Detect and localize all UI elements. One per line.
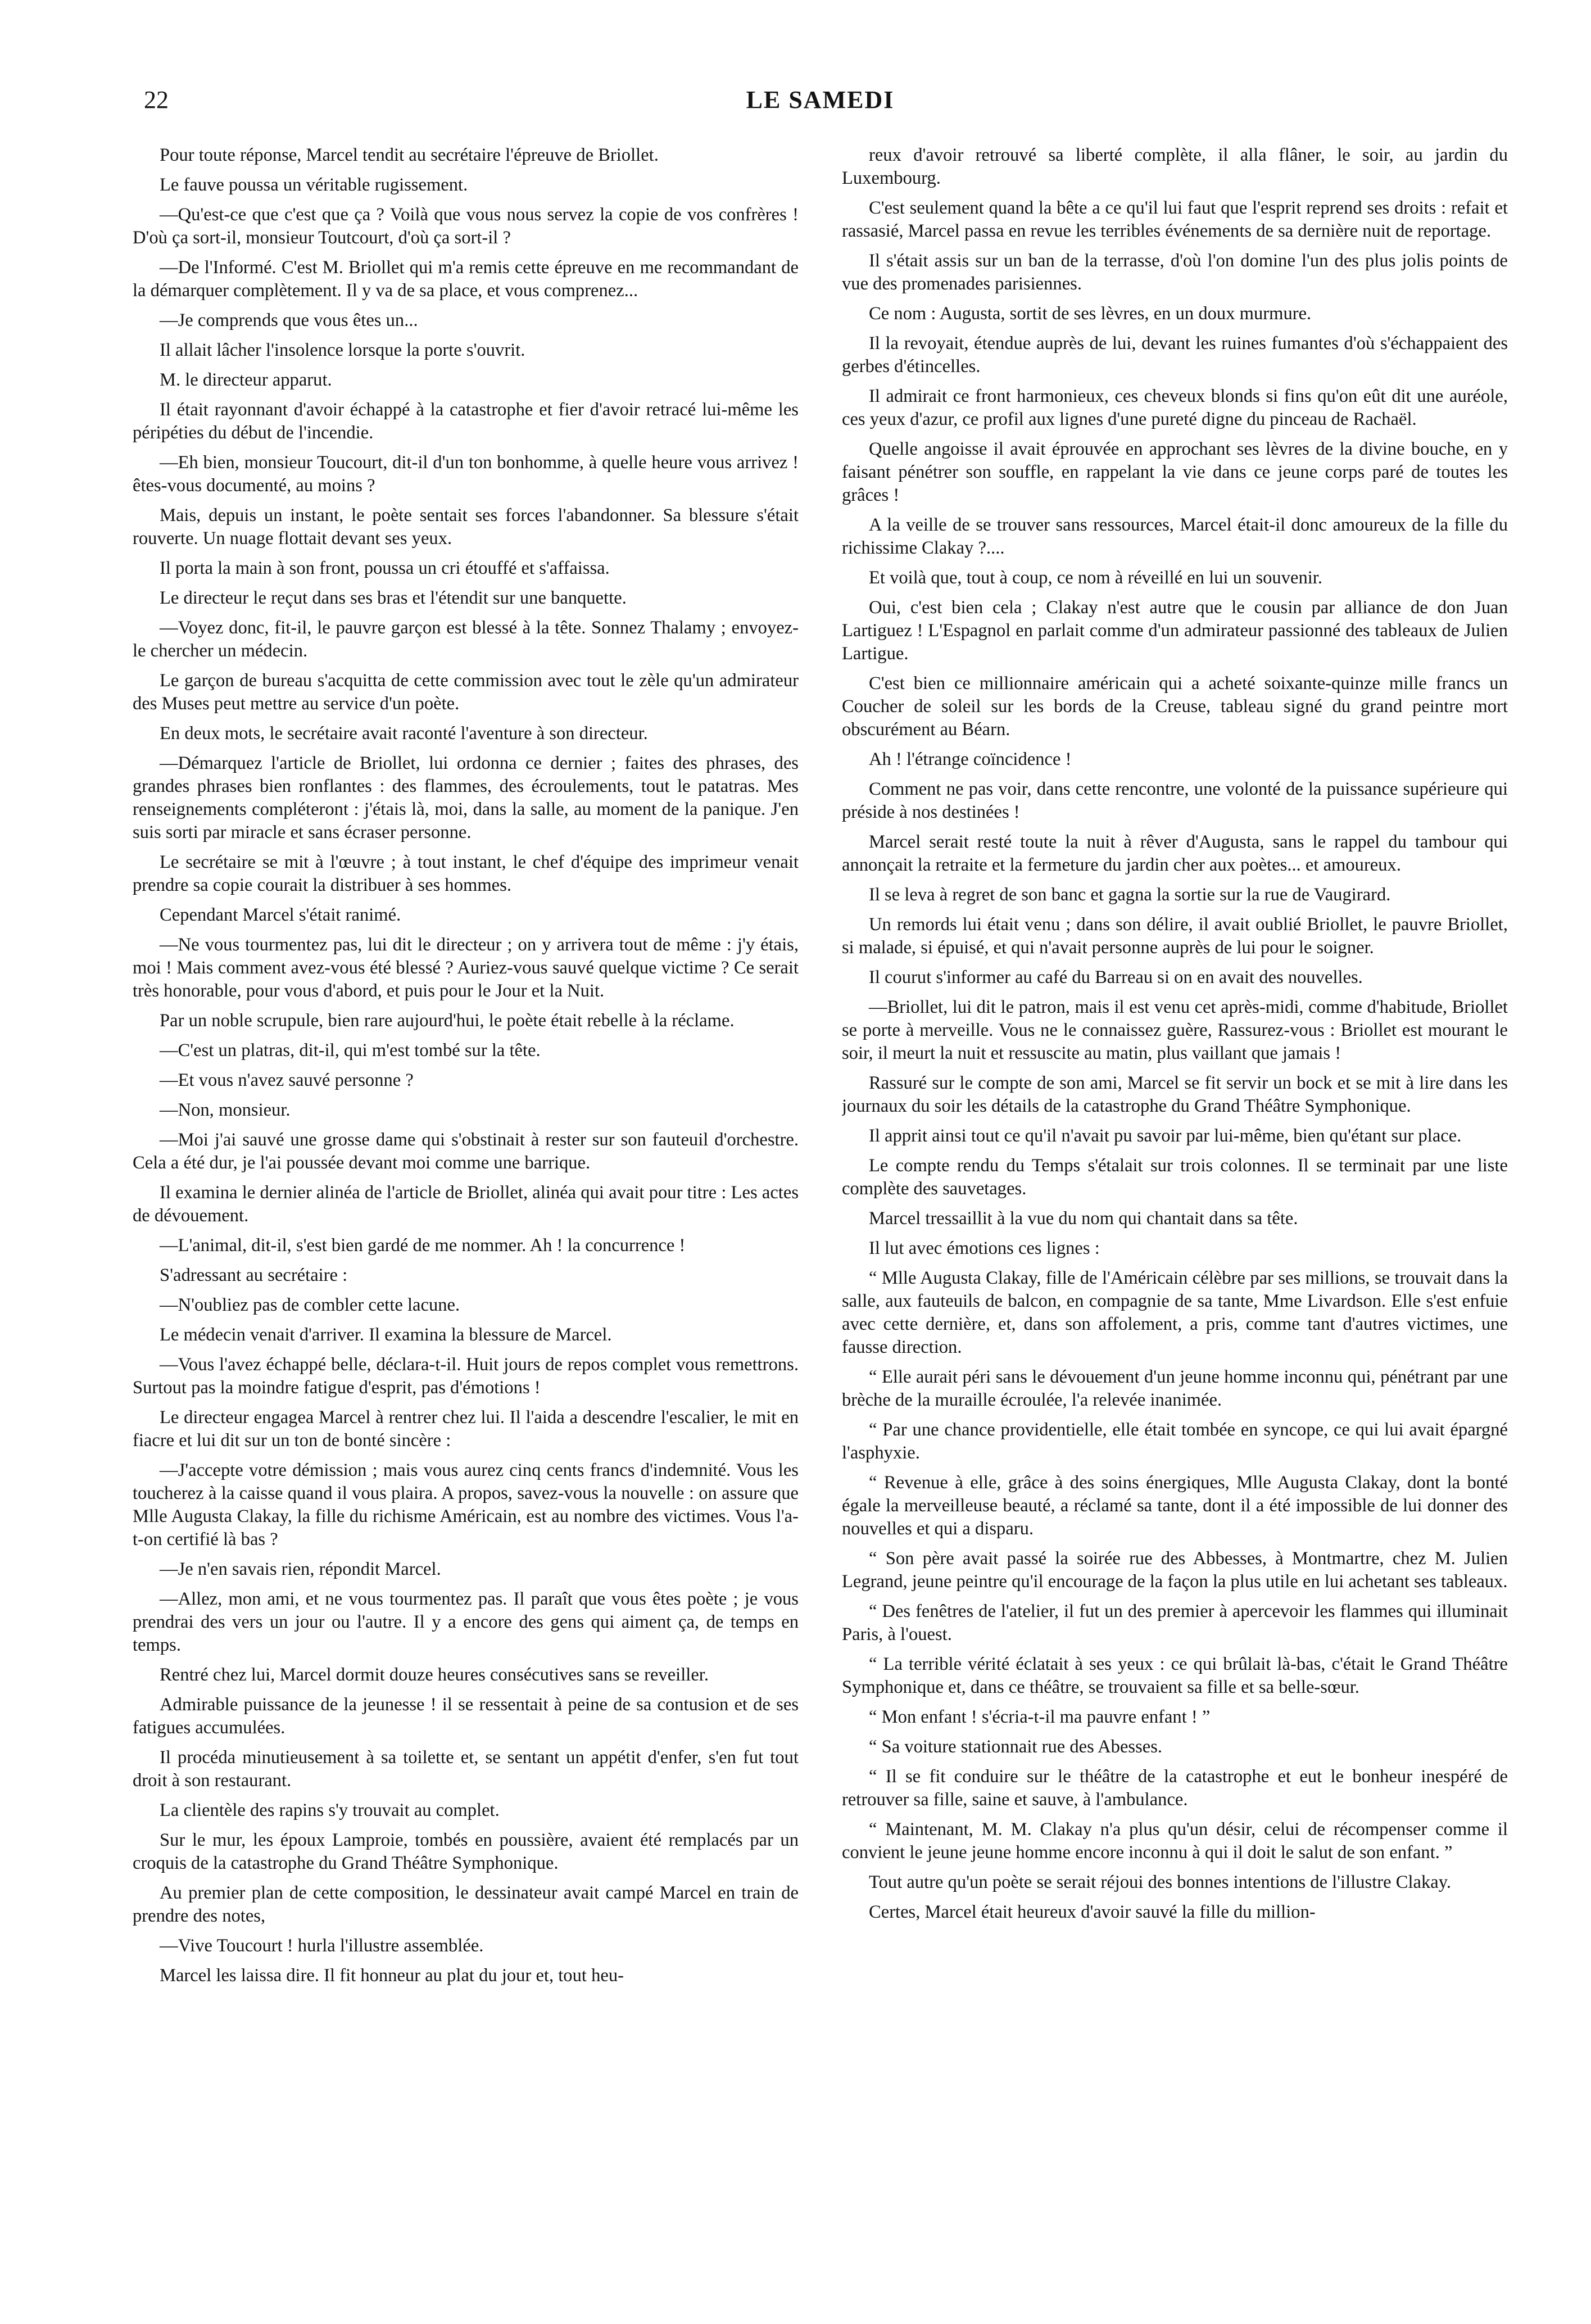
paragraph: —Vive Toucourt ! hurla l'illustre assemblée. [160, 1936, 484, 1956]
paragraph: Il allait lâcher l'insolence lorsque la porte s'ouvrit. [160, 340, 525, 360]
paragraph: “ Sa voiture stationnait rue des Abesses. [869, 1737, 1163, 1757]
paragraph: —De l'Informé. C'est M. Briollet qui m'a remis cette épreuve en me recommandant de la démarquer complètement. Il y va de sa place, et vous comprenez... [133, 257, 799, 301]
paragraph: Tout autre qu'un poète se serait réjoui des bonnes intentions de l'illustre Clakay. [869, 1872, 1452, 1892]
paragraph: Il porta la main à son front, poussa un cri étouffé et s'affaissa. [160, 558, 610, 578]
paragraph: —L'animal, dit-il, s'est bien gardé de me nommer. Ah ! la concurrence ! [160, 1235, 686, 1256]
paragraph: Ah ! l'étrange coïncidence ! [869, 749, 1072, 769]
paragraph: C'est seulement quand la bête a ce qu'il lui faut que l'esprit reprend ses droits : refait et rassasié, Marcel passa en revue les terribles événements de sa dernière nuit de reportage. [842, 198, 1508, 241]
paragraph: “ Mlle Augusta Clakay, fille de l'Américain célèbre par ses millions, se trouvait dans la salle, aux fauteuils de balcon, en compagnie de sa tante, Mme Livardson. Elle s'est enfuie avec cette dernière, et, dans son affolement, a pris, comme tant d'autres victimes, une fausse direction. [842, 1268, 1508, 1357]
paragraph: —Non, monsieur. [160, 1100, 291, 1120]
paragraph: Il examina le dernier alinéa de l'article de Briollet, alinéa qui avait pour titre : Les actes de dévouement. [133, 1183, 799, 1226]
paragraph: —C'est un platras, dit-il, qui m'est tombé sur la tête. [160, 1040, 541, 1061]
paragraph: —Ne vous tourmentez pas, lui dit le directeur ; on y arrivera tout de même : j'y étais, moi ! Mais comment avez-vous été blessé ? Auriez-vous sauvé quelque victime ? Ce serait très honorable, pour vous d'abord, et puis pour le Jour et la Nuit. [133, 935, 799, 1001]
paragraph: Il apprit ainsi tout ce qu'il n'avait pu savoir par lui-même, bien qu'étant sur place. [869, 1126, 1462, 1146]
paragraph: Marcel serait resté toute la nuit à rêver d'Augusta, sans le rappel du tambour qui annonçait la retraite et la fermeture du jardin cher aux poètes... et amoureux. [842, 832, 1508, 875]
paragraph: Certes, Marcel était heureux d'avoir sauvé la fille du million- [869, 1902, 1316, 1922]
paragraph: Pour toute réponse, Marcel tendit au secrétaire l'épreuve de Briollet. [160, 145, 659, 165]
paragraph: Le directeur le reçut dans ses bras et l'étendit sur une banquette. [160, 588, 627, 608]
paragraph: —Et vous n'avez sauvé personne ? [160, 1070, 414, 1090]
paragraph: Le directeur engagea Marcel à rentrer chez lui. Il l'aida a descendre l'escalier, le mit en fiacre et lui dit sur un ton de bonté sincère : [133, 1407, 799, 1451]
paragraph: Au premier plan de cette composition, le dessinateur avait campé Marcel en train de prendre des notes, [133, 1883, 799, 1926]
paragraph: —Allez, mon ami, et ne vous tourmentez pas. Il paraît que vous êtes poète ; je vous prendrai des vers un jour ou l'autre. Il y a encore des gens qui aiment ça, de temps en temps. [133, 1589, 799, 1655]
paragraph: “ Mon enfant ! s'écria-t-il ma pauvre enfant ! ” [869, 1707, 1211, 1727]
paragraph: —Vous l'avez échappé belle, déclara-t-il. Huit jours de repos complet vous remettrons. Surtout pas la moindre fatigue d'esprit, pas d'émotions ! [133, 1354, 799, 1398]
page-number: 22 [144, 86, 169, 114]
paragraph: —Moi j'ai sauvé une grosse dame qui s'obstinait à rester sur son fauteuil d'orchestre. Cela a été dur, je l'ai poussée devant moi comme une barrique. [133, 1130, 799, 1173]
paragraph: —Je n'en savais rien, répondit Marcel. [160, 1559, 441, 1579]
paragraph: —Démarquez l'article de Briollet, lui ordonna ce dernier ; faites des phrases, des grandes phrases bien ronflantes : des flammes, des écroulements, tout le patatras. Mes renseignements compléteront : j'étais là, moi, dans la salle, au moment de la panique. J'en suis sorti par miracle et sans écraser personne. [133, 753, 799, 842]
paragraph: —J'accepte votre démission ; mais vous aurez cinq cents francs d'indemnité. Vous les toucherez à la caisse quand il vous plaira. A propos, savez-vous la nouvelle : on assure que Mlle Augusta Clakay, la fille du richisme Américain, est au nombre des victimes. Vous l'a-t-on certifié là bas ? [133, 1460, 799, 1550]
paragraph: Marcel tressaillit à la vue du nom qui chantait dans sa tête. [869, 1208, 1298, 1229]
paragraph: Le garçon de bureau s'acquitta de cette commission avec tout le zèle qu'un admirateur des Muses peut mettre au service d'un poète. [133, 671, 799, 714]
paragraph: “ Revenue à elle, grâce à des soins énergiques, Mlle Augusta Clakay, dont la bonté égale la merveilleuse beauté, a réclamé sa tante, dont il a été impossible de lui donner des nouvelles et qui a disparu. [842, 1473, 1508, 1539]
paragraph: —N'oubliez pas de combler cette lacune. [160, 1295, 460, 1315]
paragraph: “ Il se fit conduire sur le théâtre de la catastrophe et eut le bonheur inespéré de retrouver sa fille, saine et sauve, à l'ambulance. [842, 1766, 1508, 1810]
paragraph: “ Maintenant, M. M. Clakay n'a plus qu'un désir, celui de récompenser comme il convient le jeune jeune homme encore inconnu à qui il doit le salut de son enfant. ” [842, 1819, 1508, 1863]
paragraph: Rentré chez lui, Marcel dormit douze heures consécutives sans se reveiller. [160, 1665, 709, 1685]
paragraph: Il procéda minutieusement à sa toilette et, se sentant un appétit d'enfer, s'en fut tout droit à son restaurant. [133, 1747, 799, 1791]
paragraph: Oui, c'est bien cela ; Clakay n'est autre que le cousin par alliance de don Juan Lartiguez ! L'Espagnol en parlait comme d'un admirateur passionné des tableaux de Julien Lartigue. [842, 597, 1508, 664]
paragraph: Rassuré sur le compte de son ami, Marcel se fit servir un bock et se mit à lire dans les journaux du soir les détails de la catastrophe du Grand Théâtre Symphonique. [842, 1073, 1508, 1116]
paragraph: Mais, depuis un instant, le poète sentait ses forces l'abandonner. Sa blessure s'était rouverte. Un nuage flottait devant ses yeux. [133, 505, 799, 549]
paragraph: Par un noble scrupule, bien rare aujourd'hui, le poète était rebelle à la réclame. [160, 1011, 735, 1031]
paragraph: Il lut avec émotions ces lignes : [869, 1238, 1100, 1258]
paragraph: Il était rayonnant d'avoir échappé à la catastrophe et fier d'avoir retracé lui-même les péripéties du début de l'incendie. [133, 400, 799, 443]
paragraph: “ Elle aurait péri sans le dévouement d'un jeune homme inconnu qui, pénétrant par une brèche de la muraille écroulée, l'a relevée inanimée. [842, 1367, 1508, 1410]
paragraph: Le compte rendu du Temps s'étalait sur trois colonnes. Il se terminait par une liste complète des sauvetages. [842, 1156, 1508, 1199]
page-header [133, 84, 1508, 124]
paragraph: La clientèle des rapins s'y trouvait au complet. [160, 1800, 500, 1820]
running-title: LE SAMEDI [746, 86, 895, 114]
paragraph: S'adressant au secrétaire : [160, 1265, 348, 1285]
paragraph: —Voyez donc, fit-il, le pauvre garçon est blessé à la tête. Sonnez Thalamy ; envoyez-le chercher un médecin. [133, 618, 799, 661]
paragraph: reux d'avoir retrouvé sa liberté complète, il alla flâner, le soir, au jardin du Luxembourg. [842, 145, 1508, 188]
paragraph: Comment ne pas voir, dans cette rencontre, une volonté de la puissance supérieure qui préside à nos destinées ! [842, 779, 1508, 822]
paragraph: Sur le mur, les époux Lamproie, tombés en poussière, avaient été remplacés par un croquis de la catastrophe du Grand Théâtre Symphonique. [133, 1830, 799, 1873]
paragraph: C'est bien ce millionnaire américain qui a acheté soixante-quinze mille francs un Coucher de soleil sur les bords de la Creuse, tableau signé du grand peintre mort obscurément au Béarn. [842, 673, 1508, 740]
paragraph: Cependant Marcel s'était ranimé. [160, 905, 401, 925]
paragraph: Ce nom : Augusta, sortit de ses lèvres, en un doux murmure. [869, 303, 1312, 324]
text-columns [133, 144, 1508, 2319]
paragraph: Il se leva à regret de son banc et gagna la sortie sur la rue de Vaugirard. [869, 885, 1391, 905]
left-column [133, 144, 799, 2319]
paragraph: Il admirait ce front harmonieux, ces cheveux blonds si fins qu'on eût dit une auréole, ces yeux d'azur, ce profil aux lignes d'une pureté digne du pinceau de Rachaël. [842, 386, 1508, 429]
paragraph: Le secrétaire se mit à l'œuvre ; à tout instant, le chef d'équipe des imprimeur venait prendre sa copie courait la distribuer à ses hommes. [133, 852, 799, 895]
paragraph: Admirable puissance de la jeunesse ! il se ressentait à peine de sa contusion et de ses fatigues accumulées. [133, 1695, 799, 1738]
paragraph: “ La terrible vérité éclatait à ses yeux : ce qui brûlait là-bas, c'était le Grand Théâtre Symphonique et, dans ce théâtre, se trouvaient sa fille et sa belle-sœur. [842, 1654, 1508, 1697]
paragraph: —Qu'est-ce que c'est que ça ? Voilà que vous nous servez la copie de vos confrères ! D'où ça sort-il, monsieur Toutcourt, d'où ça sort-il ? [133, 205, 799, 248]
paragraph: “ Son père avait passé la soirée rue des Abbesses, à Montmartre, chez M. Julien Legrand, jeune peintre qu'il encourage de la façon la plus utile en lui achetant ses tableaux. [842, 1548, 1508, 1592]
paragraph: A la veille de se trouver sans ressources, Marcel était-il donc amoureux de la fille du richissime Clakay ?.... [842, 515, 1508, 558]
paragraph: Et voilà que, tout à coup, ce nom à réveillé en lui un souvenir. [869, 568, 1322, 588]
paragraph: Quelle angoisse il avait éprouvée en approchant ses lèvres de la divine bouche, en y faisant pénétrer son souffle, en rappelant la vie dans ce jeune corps paré de toutes les grâces ! [842, 439, 1508, 505]
paragraph: Le fauve poussa un véritable rugissement. [160, 175, 468, 195]
paragraph: —Eh bien, monsieur Toucourt, dit-il d'un ton bonhomme, à quelle heure vous arrivez ! êtes-vous documenté, au moins ? [133, 452, 799, 496]
paragraph: “ Par une chance providentielle, elle était tombée en syncope, ce qui lui avait épargné l'asphyxie. [842, 1420, 1508, 1463]
paragraph: Un remords lui était venu ; dans son délire, il avait oublié Briollet, le pauvre Briollet, si malade, si épuisé, et qui n'avait personne auprès de lui pour le soigner. [842, 914, 1508, 958]
paragraph: —Briollet, lui dit le patron, mais il est venu cet après-midi, comme d'habitude, Briollet se porte à merveille. Vous ne le connaissez guère, Rassurez-vous : Briollet est mourant le soir, il meurt la nuit et ressuscite au matin, plus vaillant que jamais ! [842, 997, 1508, 1063]
paragraph: Il la revoyait, étendue auprès de lui, devant les ruines fumantes d'où s'échappaient des gerbes d'étincelles. [842, 333, 1508, 377]
paragraph: Le médecin venait d'arriver. Il examina la blessure de Marcel. [160, 1325, 612, 1345]
paragraph: Il courut s'informer au café du Barreau si on en avait des nouvelles. [869, 967, 1363, 987]
paragraph: —Je comprends que vous êtes un... [160, 310, 418, 330]
paragraph: En deux mots, le secrétaire avait raconté l'aventure à son directeur. [160, 723, 648, 744]
right-column [842, 144, 1508, 2319]
paragraph: Il s'était assis sur un ban de la terrasse, d'où l'on domine l'un des plus jolis points de vue des promenades parisiennes. [842, 251, 1508, 294]
paragraph: “ Des fenêtres de l'atelier, il fut un des premier à apercevoir les flammes qui illuminait Paris, à l'ouest. [842, 1601, 1508, 1645]
paragraph: Marcel les laissa dire. Il fit honneur au plat du jour et, tout heu- [160, 1965, 624, 1986]
paragraph: M. le directeur apparut. [160, 370, 332, 390]
